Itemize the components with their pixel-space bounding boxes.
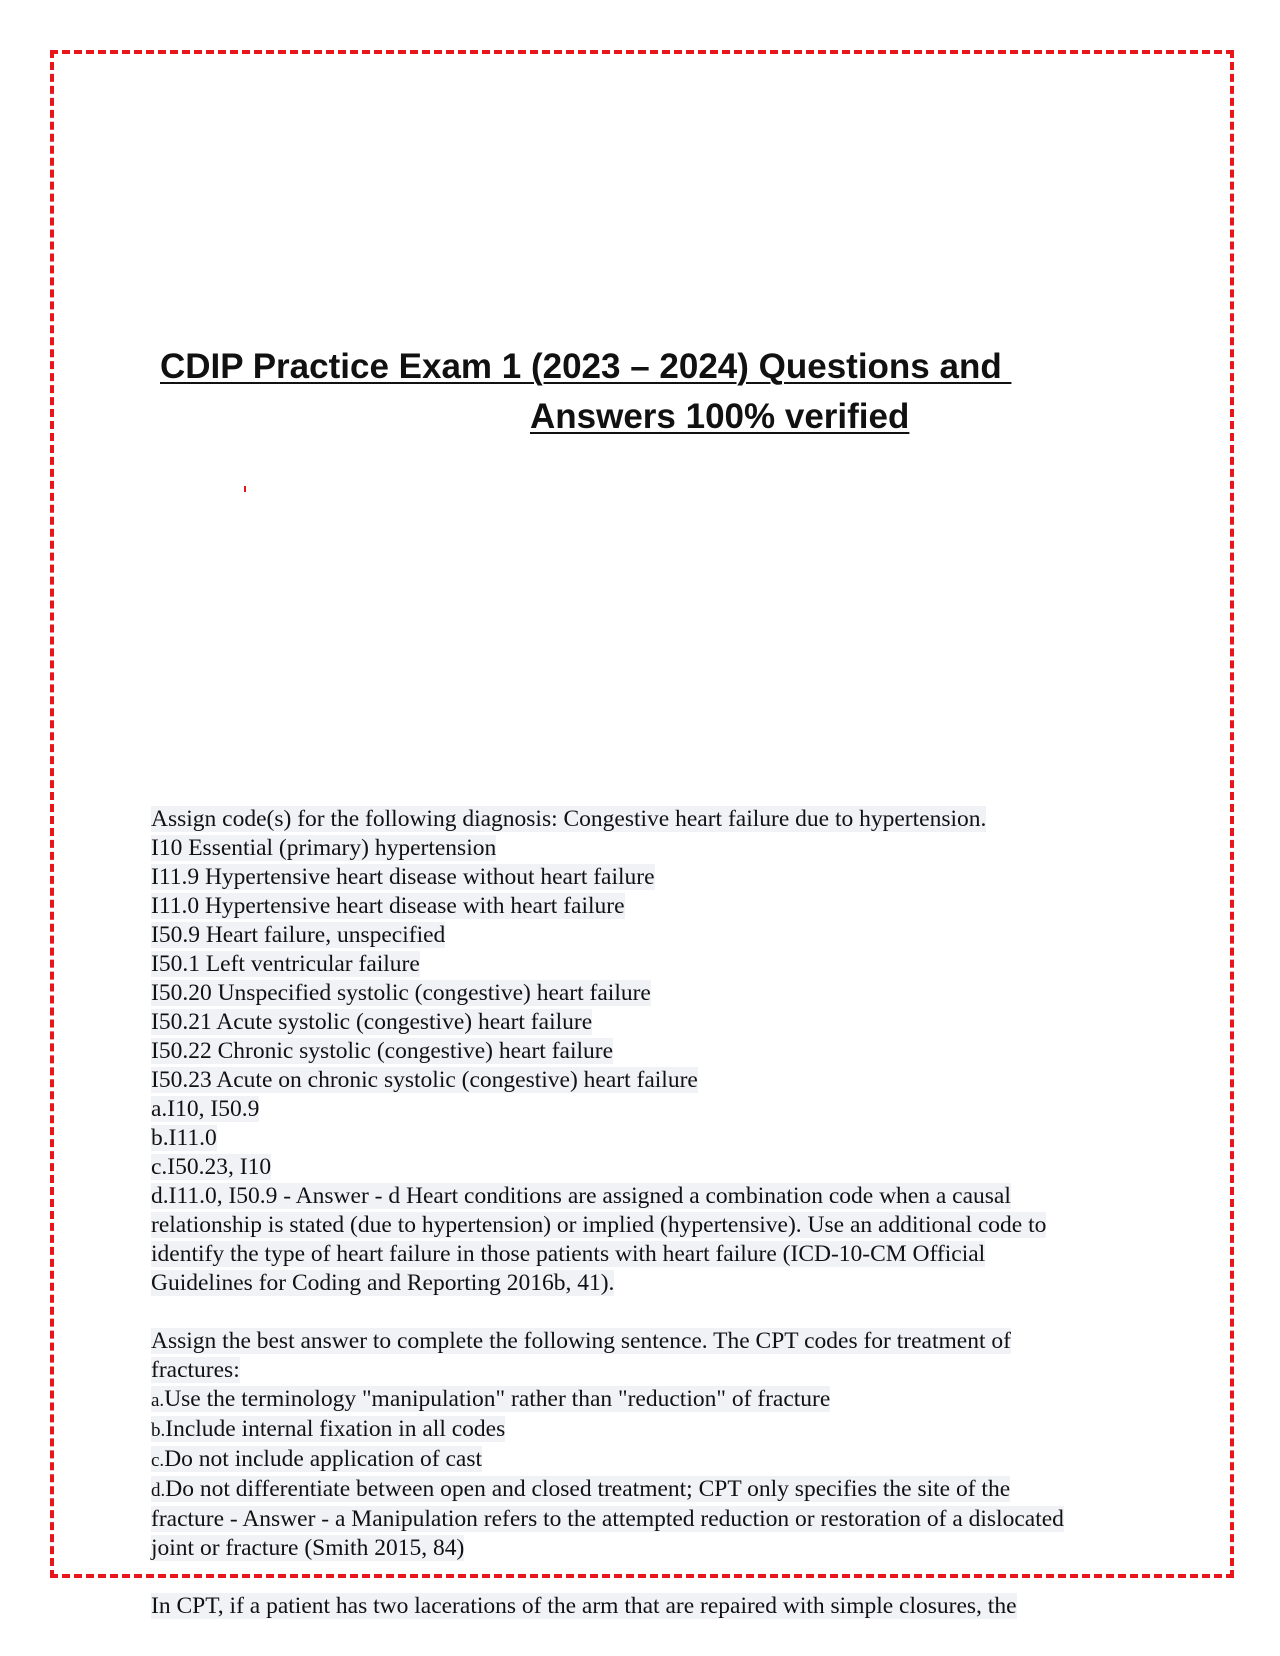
option-letter: b. [151,1420,166,1441]
answer-explanation: relationship is stated (due to hypertension) or implied (hypertensive). Use an additional code to [151,1212,1047,1238]
option-letter: a. [151,1390,165,1411]
document-body [151,805,1151,1619]
question-prompt: In CPT, if a patient has two lacerations of the arm that are repaired with simple closures, the [151,1593,1017,1619]
red-mark [244,486,246,492]
answer-option: b.I11.0 [151,1125,217,1151]
question-1 [151,805,1151,1298]
answer-option [151,1476,1010,1502]
title-line-1: CDIP Practice Exam 1 (2023 – 2024) Questions and [160,347,1012,386]
code-line: I10 Essential (primary) hypertension [151,835,497,861]
option-text: Use the terminology "manipulation" rather than "reduction" of fracture [164,1386,831,1412]
paragraph-gap [151,1298,1151,1327]
option-text: Do not differentiate between open and closed treatment; CPT only specifies the site of the [165,1476,1011,1502]
code-line: I50.20 Unspecified systolic (congestive) heart failure [151,980,651,1006]
paragraph-gap [151,1563,1151,1592]
answer-explanation: fracture - Answer - a Manipulation refers to the attempted reduction or restoration of a dislocated [151,1506,1064,1532]
option-text: Include internal fixation in all codes [165,1416,506,1442]
option-text: Do not include application of cast [164,1446,482,1472]
option-letter: d. [151,1480,166,1501]
option-letter: c. [151,1450,165,1471]
code-line: I11.9 Hypertensive heart disease without heart failure [151,864,655,890]
question-prompt: Assign the best answer to complete the following sentence. The CPT codes for treatment of [151,1328,1011,1354]
answer-option: c.I50.23, I10 [151,1154,272,1180]
answer-option: a.I10, I50.9 [151,1096,260,1122]
answer-option [151,1416,505,1442]
question-prompt: Assign code(s) for the following diagnosis: Congestive heart failure due to hypertension. [151,806,987,832]
code-line: I50.22 Chronic systolic (congestive) heart failure [151,1038,614,1064]
code-line: I50.9 Heart failure, unspecified [151,922,446,948]
answer-option [151,1386,830,1412]
code-line: I50.1 Left ventricular failure [151,951,420,977]
code-line: I50.23 Acute on chronic systolic (congestive) heart failure [151,1067,698,1093]
answer-explanation: identify the type of heart failure in those patients with heart failure (ICD-10-CM Official [151,1241,986,1267]
question-3 [151,1592,1151,1621]
code-line: I11.0 Hypertensive heart disease with heart failure [151,893,625,919]
answer-explanation: joint or fracture (Smith 2015, 84) [151,1535,465,1561]
title-line-2: Answers 100% verified [530,397,910,436]
code-line: I50.21 Acute systolic (congestive) heart failure [151,1009,593,1035]
question-prompt: fractures: [151,1357,240,1383]
document-title [160,342,1120,442]
answer-option [151,1446,482,1472]
question-2 [151,1327,1151,1563]
answer-explanation: d.I11.0, I50.9 - Answer - d Heart conditions are assigned a combination code when a causal [151,1183,1011,1209]
answer-explanation: Guidelines for Coding and Reporting 2016b, 41). [151,1270,615,1296]
